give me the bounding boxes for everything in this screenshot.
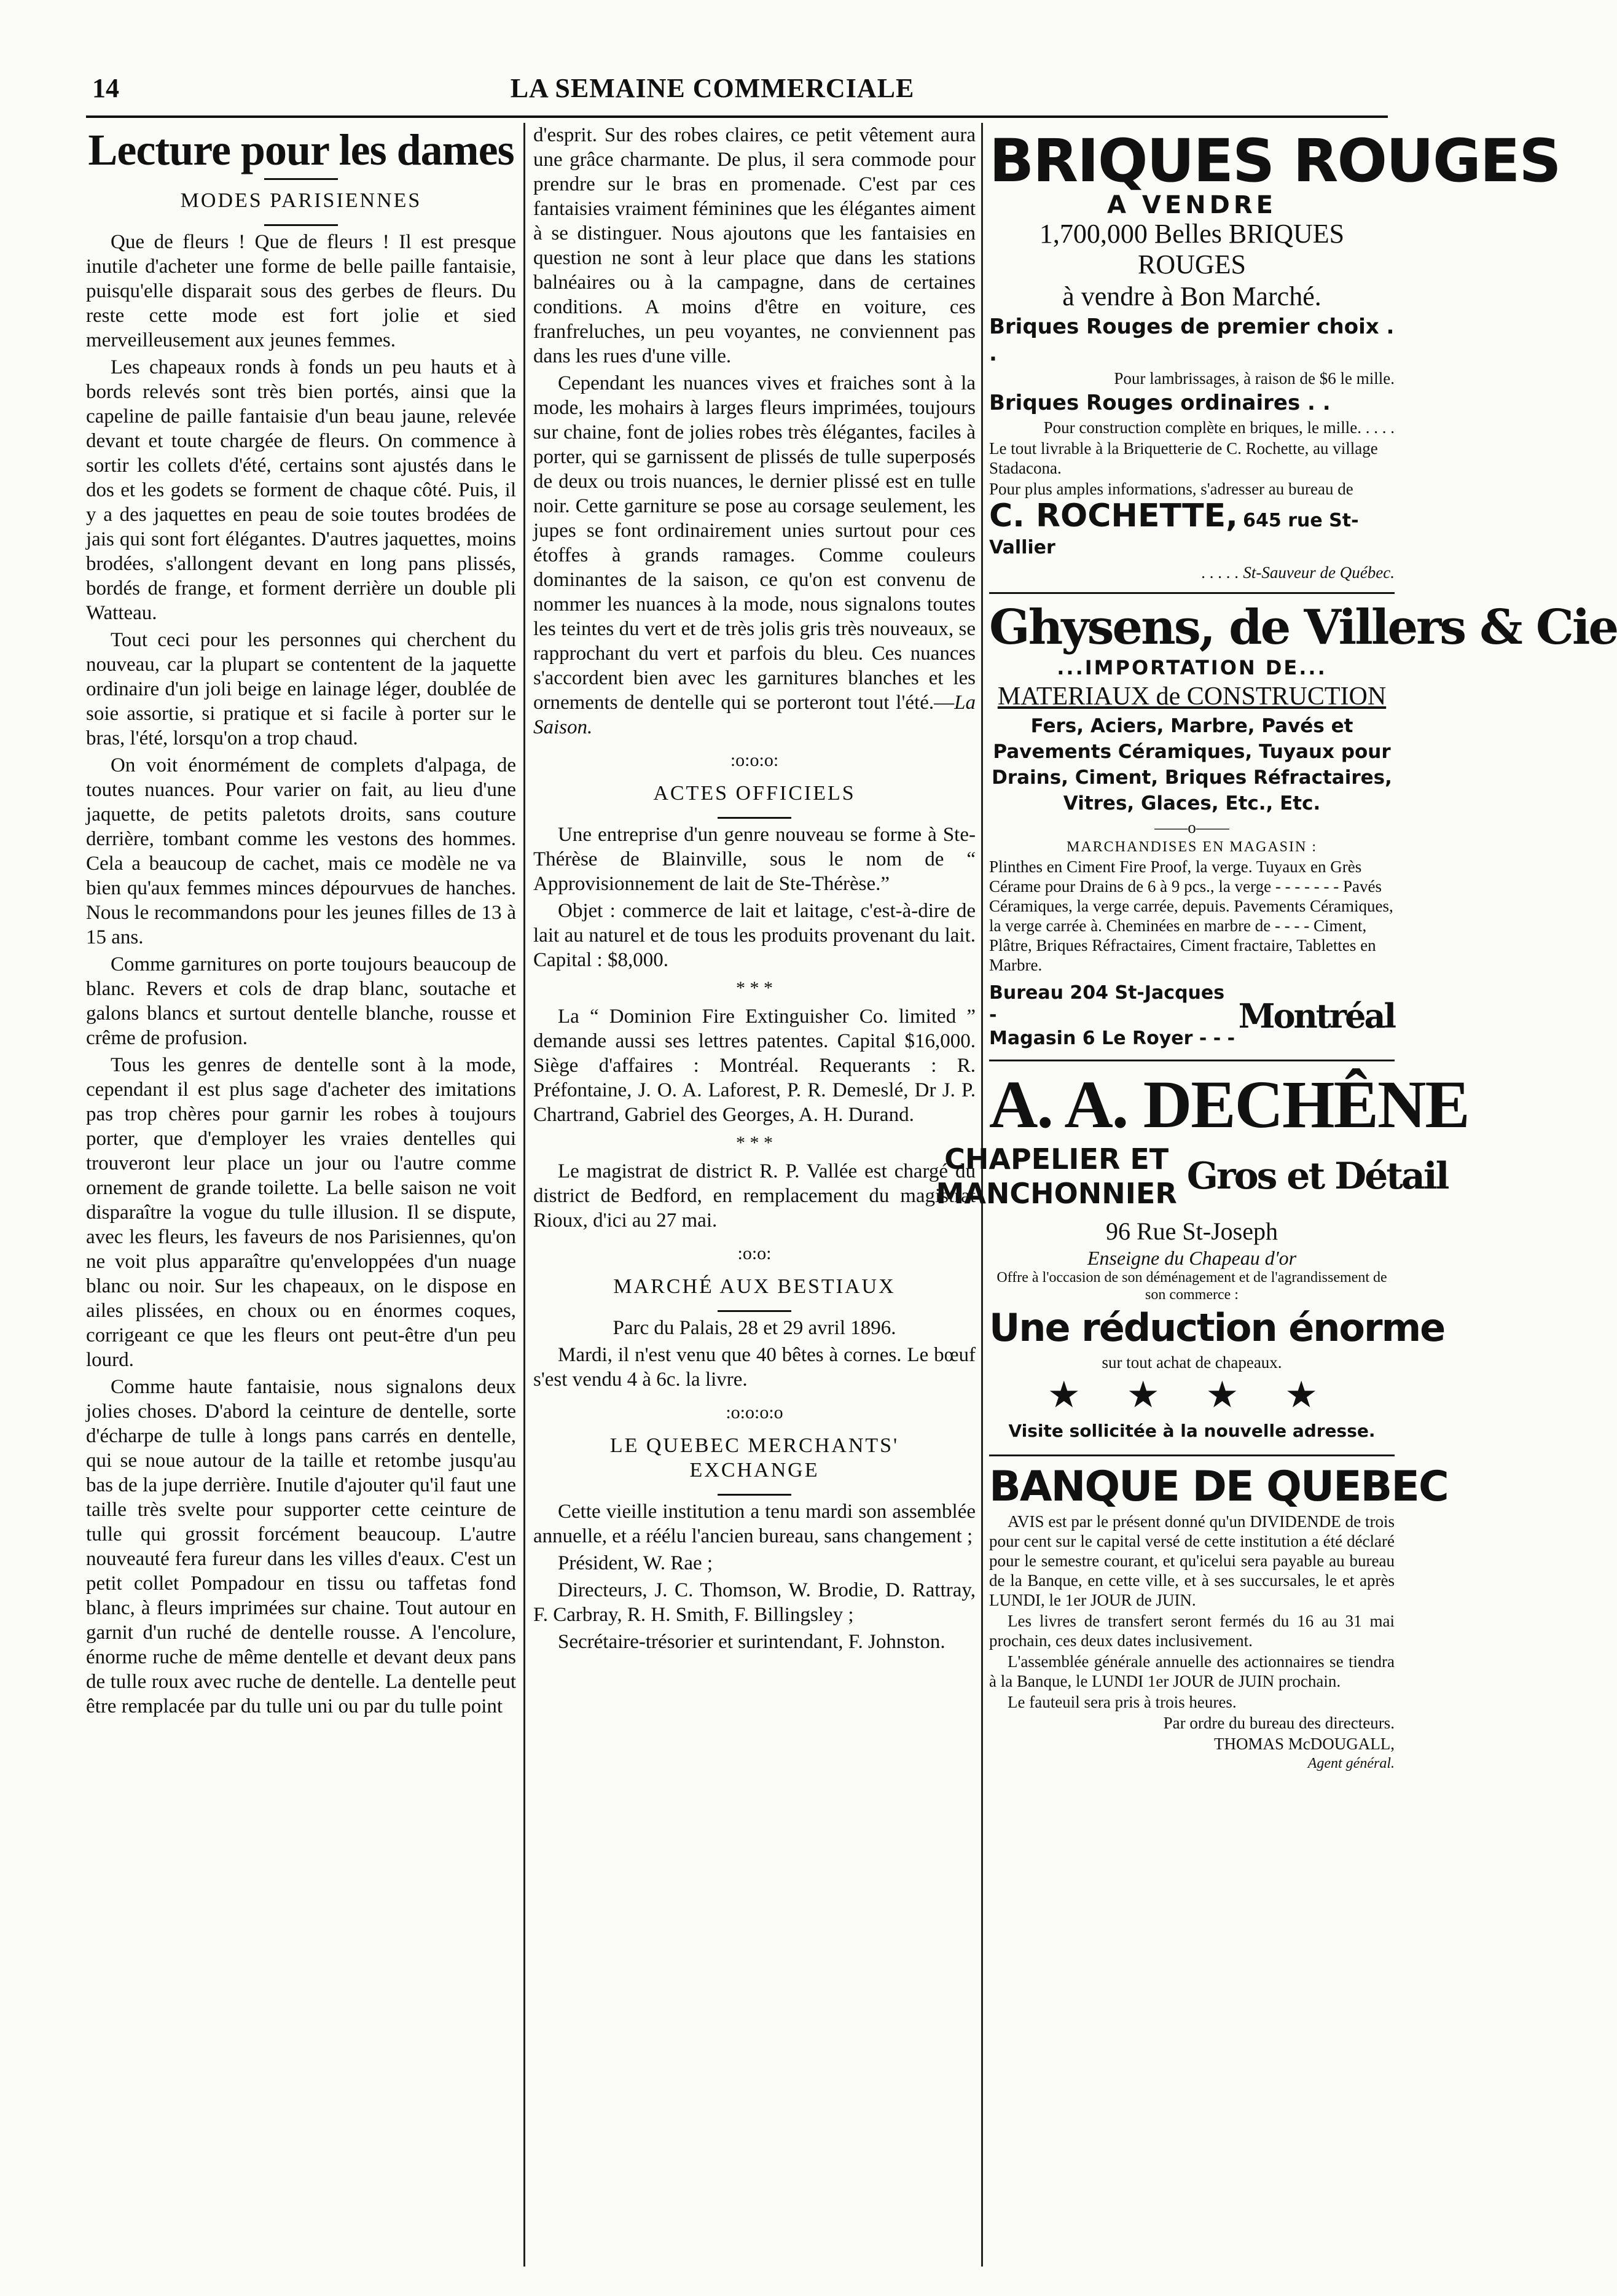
ad-line: Briques Rouges ordinaires . . xyxy=(989,391,1331,415)
heading-rule xyxy=(718,1310,791,1312)
ad-title: A. A. DECHÊNE xyxy=(989,1067,1469,1142)
heading-rule xyxy=(718,817,791,819)
section-heading-actes: ACTES OFFICIELS xyxy=(653,782,856,805)
page-header xyxy=(0,0,1425,117)
column-2 xyxy=(533,123,976,1657)
ad-address-2: . . . . . St-Sauveur de Québec. xyxy=(1201,563,1395,582)
page-title: LA SEMAINE COMMERCIALE xyxy=(510,73,915,103)
ad-title: BANQUE DE QUEBEC xyxy=(989,1462,1448,1511)
page-number: 14 xyxy=(92,73,119,103)
ad-line: sur tout achat de chapeaux. xyxy=(1102,1353,1282,1372)
paragraph: Directeurs, J. C. Thomson, W. Brodie, D. Rattray, F. Carbray, R. H. Smith, F. Billingsley ; xyxy=(533,1579,976,1626)
ad-stars: ★ ★ ★ ★ xyxy=(1047,1375,1337,1415)
ad-address: 645 rue St-Vallier xyxy=(989,510,1359,558)
ad-line: Par ordre du bureau des directeurs. xyxy=(1163,1714,1395,1732)
paragraph: Une entreprise d'un genre nouveau se forme à Ste-Thérèse de Blainville, sous le nom de “ Approvisionnement de lait de Ste-Thérèse.” xyxy=(533,824,976,895)
paragraph: On voit énormément de complets d'alpaga, de toutes nuances. Pour varier on fait, au lieu d'une jaquette, de petits paletots droits, sans couture derrière, tombant comme les vestons des hommes. Cela a beaucoup de cachet, mais ce modèle ne va bien qu'aux femmes minces dépourvues de hanches. Nous le recommandons pour les jeunes filles de 13 à 15 ans. xyxy=(86,754,516,948)
paragraph-text: Cependant les nuances vives et fraiches sont à la mode, les mohairs à larges fleurs imprimées, toujours sur chaine, font de jolies robes très élégantes, faciles à porter, qui se garnissent de plissés de tulle superposés de deux ou trois nuances, le dernier plissé est en tulle noir. Cette garniture se pose au corsage seulement, les jupes se font ordinairement unies surtout pour ces étoffes à grands ramages. Comme couleurs dominantes de la saison, ce qu'on est convenu de nommer les nuances à la mode, nous signalons toutes les teintes du vert et de très jolis gris très nouveaux, se rapprochant du vert et parfois du bleu. Ces nuances s'accordent bien avec les garnitures blanches et les ornements de dentelle qui se porteront tout l'été.— xyxy=(533,372,976,714)
paragraph: Que de fleurs ! Que de fleurs ! Il est presque inutile d'acheter une forme de belle paille fantaisie, puisqu'elle disparait sous des gerbes de fleurs. Du reste cette mode est fort jolie et sied merveilleusement aux jeunes femmes. xyxy=(86,231,516,351)
market-date: Parc du Palais, 28 et 29 avril 1896. xyxy=(613,1317,896,1339)
ad-reduction: Une réduction énorme xyxy=(989,1305,1445,1350)
paragraph: Cette vieille institution a tenu mardi son assemblée annuelle, et a réélu l'ancien bureau, sans changement ; xyxy=(533,1501,976,1547)
ad-city: Montréal xyxy=(1238,996,1395,1036)
ad-line: Offre à l'occasion de son déménagement et de l'agrandissement de son commerce : xyxy=(996,1270,1387,1303)
paragraph: d'esprit. Sur des robes claires, ce petit vêtement aura une grâce charmante. De plus, il sera commode pour prendre sur le bras en promenade. C'est par ces fantaisies vraiment féminines que les élégantes aiment à se distinguer. Nous ajoutons que les fantaisies en question ne sont à leur place que dans les stations balnéaires ou à la campagne, dans de certaines conditions. A moins d'être en voiture, ces franfreluches, un peu voyantes, ne conviennent pas dans les rues d'une ville. xyxy=(533,124,976,367)
ad-line: AVIS est par le présent donné qu'un DIVIDENDE de trois pour cent sur le capital versé de cette institution a été déclaré pour le semestre courant, et qu'icelui sera payable au bureau de la Banque, en cette ville, et à ses succursales, le et après LUNDI, le 1er JOUR de JUIN. xyxy=(989,1512,1395,1609)
section-heading-exchange-2: EXCHANGE xyxy=(689,1459,820,1482)
ad-line: MATERIAUX de CONSTRUCTION xyxy=(997,682,1387,711)
paragraph: La “ Dominion Fire Extinguisher Co. limited ” demande aussi ses lettres patentes. Capital $16,000. Siège d'affaires : Montréal. Requerants : R. Préfontaine, J. O. A. Laforest, P. R. Demeslé, Dr J. P. Chartrand, Gabriel des Georges, A. H. Durand. xyxy=(533,1005,976,1126)
ad-ghysens xyxy=(989,594,1617,1061)
ad-title: BRIQUES ROUGES xyxy=(989,127,1560,195)
column-3-ads xyxy=(936,123,1617,2273)
ad-line: à vendre à Bon Marché. xyxy=(1062,281,1321,311)
ad-magasin: Magasin 6 Le Royer - - - xyxy=(989,1028,1235,1049)
ad-line: Fers, Aciers, Marbre, Pavés et Pavements Céramiques, Tuyaux pour Drains, Ciment, Briques Réfractaires, Vitres, Glaces, Etc., Etc. xyxy=(992,715,1392,814)
ornament-divider: :o:o:o:o xyxy=(726,1402,783,1423)
ad-banque-de-quebec xyxy=(989,1456,1448,1782)
ornament-divider: :o:o:o: xyxy=(730,750,779,770)
ad-line: Pour plus amples informations, s'adresser au bureau de xyxy=(989,480,1353,498)
article-title: Lecture pour les dames xyxy=(88,125,514,174)
paragraph: Objet : commerce de lait et laitage, c'est-à-dire de lait au naturel et de tous les produits provenant du lait. Capital : $8,000. xyxy=(533,900,976,971)
ad-dechene xyxy=(936,1061,1469,1456)
asterism: * * * xyxy=(736,978,773,998)
ad-line: Plinthes en Ciment Fire Proof, la verge. Tuyaux en Grès Cérame pour Drains de 6 à 9 pcs., la verge - - - - - - - Pavés Céramiques, la verge carrée, depuis. Pavements Céramiques, la verge carrée à. Cheminées en marbre de - - - - Ciment, Plâtre, Briques Réfractaires, Ciment fractaire, Tablettes en Marbre. xyxy=(989,857,1393,974)
ad-line: Le fauteuil sera pris à trois heures. xyxy=(1008,1693,1237,1711)
asterism: * * * xyxy=(736,1133,773,1153)
paragraph: Tout ceci pour les personnes qui cherchent du nouveau, car la plupart se contentent de la jaquette ordinaire d'un joli beige en lainage léger, doublée de soie assortie, si pratique et si facile à porter sur le bras, l'été, lorsqu'on a trop chaud. xyxy=(86,629,516,749)
section-heading-exchange: LE QUEBEC MERCHANTS' xyxy=(609,1434,899,1457)
ad-line: Le tout livrable à la Briquetterie de C. Rochette, au village Stadacona. xyxy=(989,439,1378,477)
ad-line: Pour construction complète en briques, le mille. . . . . xyxy=(1043,418,1395,437)
paragraph: Mardi, il n'est venu que 40 bêtes à cornes. Le bœuf s'est vendu 4 à 6c. la livre. xyxy=(533,1344,976,1391)
ad-line: Pour lambrissages, à raison de $6 le mille. xyxy=(1114,369,1395,388)
ad-address: 96 Rue St-Joseph xyxy=(1106,1217,1278,1245)
ad-line: L'assemblée générale annuelle des actionnaires se tiendra à la Banque, le LUNDI 1er JOUR de JUIN prochain. xyxy=(989,1652,1395,1690)
ad-briques-rouges xyxy=(989,123,1560,594)
article-subtitle: MODES PARISIENNES xyxy=(180,189,422,212)
ad-line: Visite sollicitée à la nouvelle adresse. xyxy=(1008,1421,1376,1441)
ad-subtitle: A VENDRE xyxy=(1107,191,1277,219)
heading-rule xyxy=(718,1494,791,1496)
ad-signature: THOMAS McDOUGALL, xyxy=(1214,1735,1395,1753)
source-credit: La Saison. xyxy=(533,692,976,738)
paragraph: Le magistrat de district R. P. Vallée est chargé du district de Bedford, en remplacement du magistrat Rioux, d'ici au 27 mai. xyxy=(533,1160,976,1232)
column-1 xyxy=(86,123,516,1721)
title-rule xyxy=(264,178,338,180)
ad-subtitle: ...IMPORTATION DE... xyxy=(1057,656,1327,679)
paragraph: Les chapeaux ronds à fonds un peu hauts et à bords relevés sont très bien portés, ainsi que la capeline de paille fantaisie d'un beau jaune, relevée devant et toute chargée de fleurs. On commence à sortir les collets d'été, certains sont ajustés dans le dos et les godets se forment de chaque côté. Puis, il y a des jaquettes en peau de soie toutes brodées de jais qui sont fort élégantes. D'autres jaquettes, moins brodées, s'allongent devant en long pans plissés, bordés de frange, et forment derrière un double pli Watteau. xyxy=(86,356,516,624)
ad-line: MARCHANDISES EN MAGASIN : xyxy=(1066,839,1318,855)
ornament-divider: :o:o: xyxy=(737,1243,772,1263)
section-heading-marche: MARCHÉ AUX BESTIAUX xyxy=(613,1275,896,1298)
paragraph xyxy=(533,371,976,740)
paragraph: Comme garnitures on porte toujours beaucoup de blanc. Revers et cols de drap blanc, soutache et galons blancs et surtout dentelle blanche, rousse et crême de profusion. xyxy=(86,953,516,1049)
ad-company-name: C. ROCHETTE, xyxy=(989,498,1238,534)
paragraph: Secrétaire-trésorier et surintendant, F. Johnston. xyxy=(558,1631,946,1653)
subtitle-rule xyxy=(264,224,338,226)
ad-line: MANCHONNIER xyxy=(936,1177,1177,1210)
ad-signature-role: Agent général. xyxy=(1307,1755,1395,1771)
ad-sep: ——o—— xyxy=(1154,818,1229,837)
ad-enseigne: Enseigne du Chapeau d'or xyxy=(1087,1247,1297,1269)
ad-line: Les livres de transfert seront fermés du 16 au 31 mai prochain, ces deux dates inclusivement. xyxy=(989,1612,1395,1650)
ad-gros-detail: Gros et Détail xyxy=(1186,1155,1448,1198)
ad-title: Ghysens, de Villers & Cie xyxy=(989,599,1617,655)
paragraph: Comme haute fantaisie, nous signalons deux jolies choses. D'abord la ceinture de dentelle, sorte d'écharpe de tulle à longs pans carrés en dentelle, qui se noue autour de la taille et retombe jusqu'au bas de la jupe derrière. Inutile d'ajouter qu'il faut une taille très svelte pour supporter cette ceinture de tulle qui grossit forcément beaucoup. L'autre nouveauté fera fureur dans les villes d'eaux. C'est un petit collet Pompadour en tissu ou taffetas fond blanc, à fleurs imprimées sur chaine. Tout autour en garnit d'un ruché de dentelle rousse. A l'encolure, énorme ruche de même dentelle et devant deux pans de tulle roux avec ruche de dentelle. La dentelle peut être remplacée par du tulle uni ou par du tulle point xyxy=(86,1376,516,1717)
column-divider-1 xyxy=(523,123,525,2267)
ad-line: 1,700,000 Belles BRIQUES ROUGES xyxy=(1039,219,1345,279)
ad-line: CHAPELIER ET xyxy=(944,1142,1169,1176)
paragraph: Président, W. Rae ; xyxy=(558,1552,713,1574)
header-rule xyxy=(86,115,1388,118)
paragraph: Tous les genres de dentelle sont à la mode, cependant il est plus sage d'acheter des imitations pas trop chères pour garnir les robes à toujours porter, que d'employer les vraies dentelles qui trouveront leur place un jour ou l'autre comme ornement de grande toilette. La belle saison ne voit disparaître la vogue du tulle illusion. Il se dispute, avec les fleurs, les faveurs de nos Parisiennes, qu'on ne voit plus apparaître qu'enveloppées d'un nuage blanc ou noir. Sur les chapeaux, on le dispose en ailes plissées, en choux ou en énormes coques, corrigeant ce que les fleurs ont peut-être d'un peu lourd. xyxy=(86,1054,516,1371)
ad-bureau: Bureau 204 St-Jacques - xyxy=(989,982,1225,1026)
ad-line: Briques Rouges de premier choix . . xyxy=(989,314,1395,366)
